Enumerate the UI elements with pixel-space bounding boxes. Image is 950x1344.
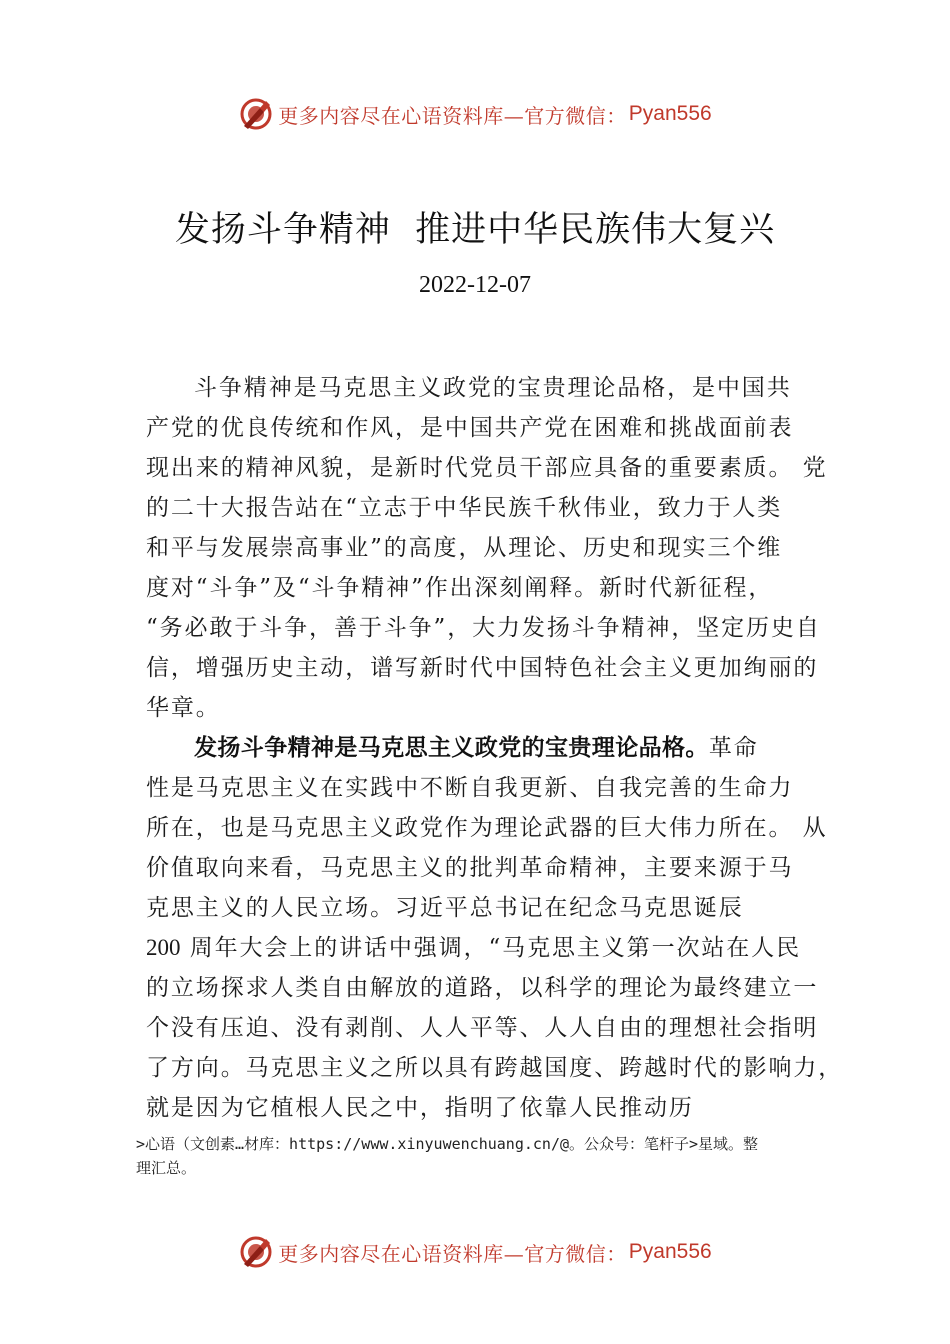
top-banner bbox=[0, 94, 950, 134]
text-line bbox=[146, 728, 846, 768]
text-fragment: 周年大会上的讲话中强调，“马克思主义第一次站在人民 bbox=[180, 935, 801, 961]
text-line: 的二十大报告站在“立志于中华民族千秋伟业，致力于人类 bbox=[146, 495, 783, 521]
text-line: 的立场探求人类自由解放的道路，以科学的理论为最终建立一 bbox=[146, 975, 819, 1001]
text-line: 就是因为它植根人民之中，指明了依靠人民推动历 bbox=[146, 1095, 694, 1121]
text-line: 华章。 bbox=[146, 695, 221, 721]
text-line: 度对“斗争”及“斗争精神”作出深刻阐释。新时代新征程， bbox=[146, 575, 774, 601]
text-line: 产党的优良传统和作风，是中国共产党在困难和挑战面前表 bbox=[146, 415, 794, 441]
text-line: 所在，也是马克思主义政党作为理论武器的巨大伟力所在。 从 bbox=[146, 815, 828, 841]
footnote-line: >心语（文创素…材库：https://www.xinyuwenchuang.cn/@。公众号：笔杆子>星域。整 bbox=[136, 1135, 759, 1153]
footnote-line: 理汇总。 bbox=[136, 1159, 197, 1177]
number-fragment: 200 bbox=[146, 935, 181, 960]
text-line: 价值取向来看，马克思主义的批判革命精神，主要来源于马 bbox=[146, 855, 794, 881]
text-line: 现出来的精神风貌，是新时代党员干部应具备的重要素质。 党 bbox=[146, 455, 828, 481]
banner-text: 更多内容尽在心语资料库—官方微信： bbox=[278, 103, 627, 128]
source-footnote bbox=[136, 1132, 826, 1180]
banner-text: 更多内容尽在心语资料库—官方微信： bbox=[278, 1241, 627, 1266]
text-line: 斗争精神是马克思主义政党的宝贵理论品格，是中国共 bbox=[194, 375, 792, 401]
text-line: 克思主义的人民立场。习近平总书记在纪念马克思诞辰 bbox=[146, 895, 744, 921]
article-body bbox=[146, 368, 846, 1128]
banner-wechat-id: Pyan556 bbox=[628, 1240, 712, 1263]
text-line: “务必敢于斗争，善于斗争”，大力发扬斗争精神，坚定历史自 bbox=[146, 615, 821, 641]
banner-wechat-id: Pyan556 bbox=[628, 102, 712, 125]
text-line: 个没有压迫、没有剥削、人人平等、人人自由的理想社会指明 bbox=[146, 1015, 819, 1041]
text-line: 了方向。马克思主义之所以具有跨越国度、跨越时代的影响力， bbox=[146, 1055, 844, 1081]
pen-seal-logo-icon bbox=[238, 96, 274, 132]
page-title: 发扬斗争精神 推进中华民族伟大复兴 bbox=[174, 210, 776, 250]
bottom-banner bbox=[0, 1232, 950, 1272]
pen-seal-logo-icon bbox=[238, 1234, 274, 1270]
text-line bbox=[146, 928, 846, 968]
bold-heading: 发扬斗争精神是马克思主义政党的宝贵理论品格。 bbox=[194, 735, 709, 761]
text-line: 信，增强历史主动，谱写新时代中国特色社会主义更加绚丽的 bbox=[146, 655, 819, 681]
text-line: 和平与发展崇高事业”的高度，从理论、历史和现实三个维 bbox=[146, 535, 783, 561]
article-date: 2022-12-07 bbox=[419, 272, 531, 298]
text-fragment: 革命 bbox=[708, 735, 759, 761]
text-line: 性是马克思主义在实践中不断自我更新、自我完善的生命力 bbox=[146, 775, 794, 801]
